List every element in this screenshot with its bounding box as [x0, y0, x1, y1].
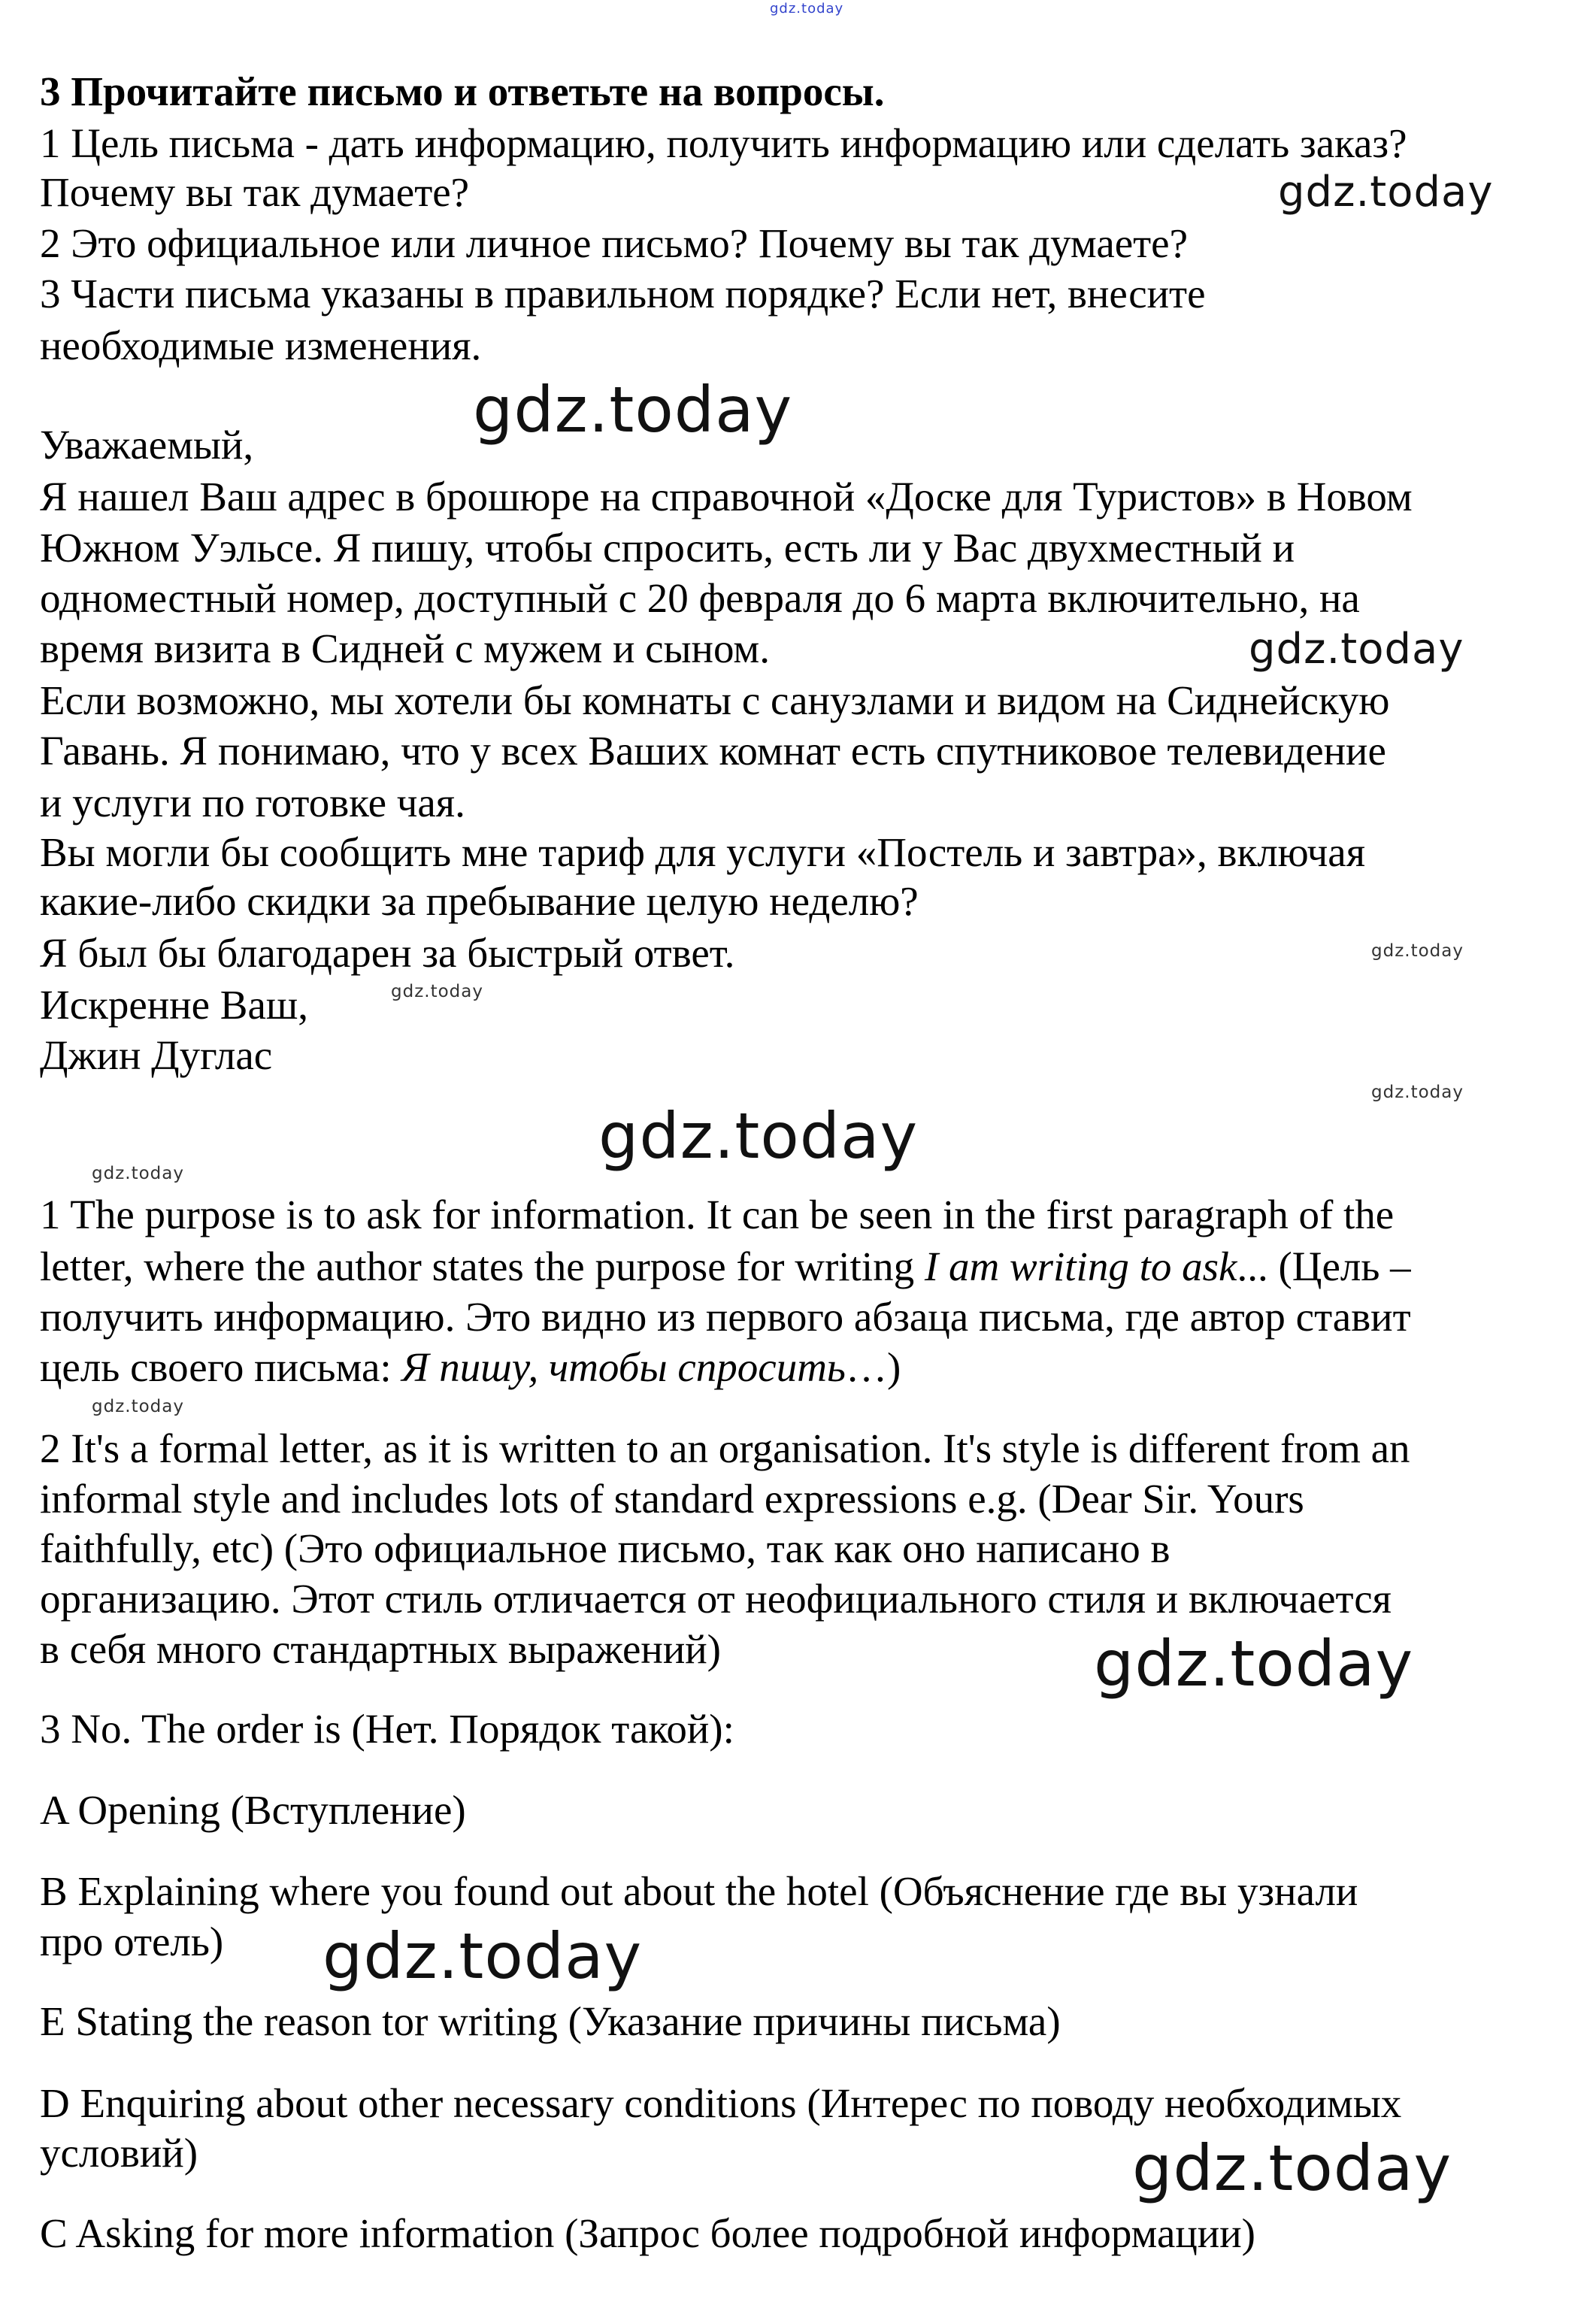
- letter-line: Если возможно, мы хотели бы комнаты с санузлами и видом на Сиднейскую: [40, 677, 1390, 723]
- answer2-line: в себя много стандартных выражений): [40, 1626, 721, 1672]
- order-item-d: D Enquiring about other necessary conditions (Интерес по поводу необходимых: [40, 2080, 1402, 2126]
- letter-line: Джин Дуглас: [40, 1032, 273, 1078]
- answer1-text: цель своего письма:: [40, 1344, 402, 1390]
- watermark: gdz.today: [1132, 2131, 1452, 2205]
- question-line: 3 Части письма указаны в правильном порядке? Если нет, внесите: [40, 271, 1206, 317]
- watermark: gdz.today: [323, 1919, 643, 1993]
- answer1-text: …): [845, 1344, 901, 1390]
- order-item-a: A Opening (Вступление): [40, 1787, 466, 1833]
- watermark: gdz.today: [473, 373, 793, 447]
- letter-line: Южном Уэльсе. Я пишу, чтобы спросить, есть ли у Вас двухместный и: [40, 525, 1295, 571]
- letter-line: Я нашел Ваш адрес в брошюре на справочной «Доске для Туристов» в Новом: [40, 474, 1413, 519]
- watermark: gdz.today: [1371, 941, 1464, 961]
- letter-line: время визита в Сидней с мужем и сыном.: [40, 625, 770, 671]
- watermark: gdz.today: [1249, 625, 1464, 674]
- question-line: 2 Это официальное или личное письмо? Почему вы так думаете?: [40, 220, 1189, 266]
- letter-line: Искренне Ваш,: [40, 982, 308, 1028]
- answer1-line: получить информацию. Это видно из первого абзаца письма, где автор ставит: [40, 1294, 1411, 1340]
- answer1-quote: Я пишу, чтобы спросить: [401, 1344, 846, 1390]
- answer1-line: [40, 1241, 1411, 1292]
- order-item-e: E Stating the reason tor writing (Указание причины письма): [40, 1998, 1061, 2044]
- answer3-intro: 3 No. The order is (Нет. Порядок такой):: [40, 1706, 734, 1752]
- answer1-line: 1 The purpose is to ask for information. It can be seen in the first paragraph of the: [40, 1192, 1395, 1237]
- order-item-d-cont: условий): [40, 2130, 198, 2176]
- letter-line: какие-либо скидки за пребывание целую неделю?: [40, 878, 919, 924]
- letter-line: одноместный номер, доступный с 20 февраля до 6 марта включительно, на: [40, 575, 1360, 621]
- question-line: необходимые изменения.: [40, 323, 482, 368]
- watermark: gdz.today: [770, 1, 844, 17]
- watermark: gdz.today: [1094, 1627, 1414, 1701]
- answer2-line: faithfully, etc) (Это официальное письмо, так как оно написано в: [40, 1525, 1171, 1571]
- order-item-c: C Asking for more information (Запрос более подробной информации): [40, 2210, 1255, 2256]
- letter-line: Вы могли бы сообщить мне тариф для услуги «Постель и завтра», включая: [40, 829, 1366, 875]
- answer2-line: организацию. Этот стиль отличается от неофициального стиля и включается: [40, 1576, 1392, 1622]
- watermark: gdz.today: [598, 1099, 919, 1173]
- watermark: gdz.today: [92, 1164, 184, 1183]
- order-item-b: B Explaining where you found out about the hotel (Объяснение где вы узнали: [40, 1868, 1358, 1914]
- watermark: gdz.today: [391, 982, 483, 1001]
- order-item-b-cont: про отель): [40, 1919, 224, 1964]
- watermark: gdz.today: [1371, 1083, 1464, 1102]
- answer2-line: informal style and includes lots of standard expressions e.g. (Dear Sir. Yours: [40, 1476, 1304, 1522]
- watermark: gdz.today: [92, 1397, 184, 1416]
- answer1-line: [40, 1342, 901, 1393]
- question-line: Почему вы так думаете?: [40, 169, 470, 215]
- question-line: 1 Цель письма - дать информацию, получить информацию или сделать заказ?: [40, 120, 1407, 166]
- watermark: gdz.today: [1278, 168, 1494, 217]
- letter-line: и услуги по готовке чая.: [40, 780, 465, 825]
- answer1-quote: I am writing to ask: [924, 1243, 1237, 1289]
- answer2-line: 2 It's a formal letter, as it is written to an organisation. It's style is different from an: [40, 1425, 1410, 1471]
- task-title: 3 Прочитайте письмо и ответьте на вопросы.: [40, 68, 885, 114]
- answer1-text: ... (Цель –: [1237, 1243, 1411, 1289]
- letter-line: Я был бы благодарен за быстрый ответ.: [40, 930, 735, 976]
- answer1-text: letter, where the author states the purpose for writing: [40, 1243, 925, 1289]
- letter-line: Уважаемый,: [40, 422, 254, 468]
- letter-line: Гавань. Я понимаю, что у всех Ваших комнат есть спутниковое телевидение: [40, 728, 1386, 774]
